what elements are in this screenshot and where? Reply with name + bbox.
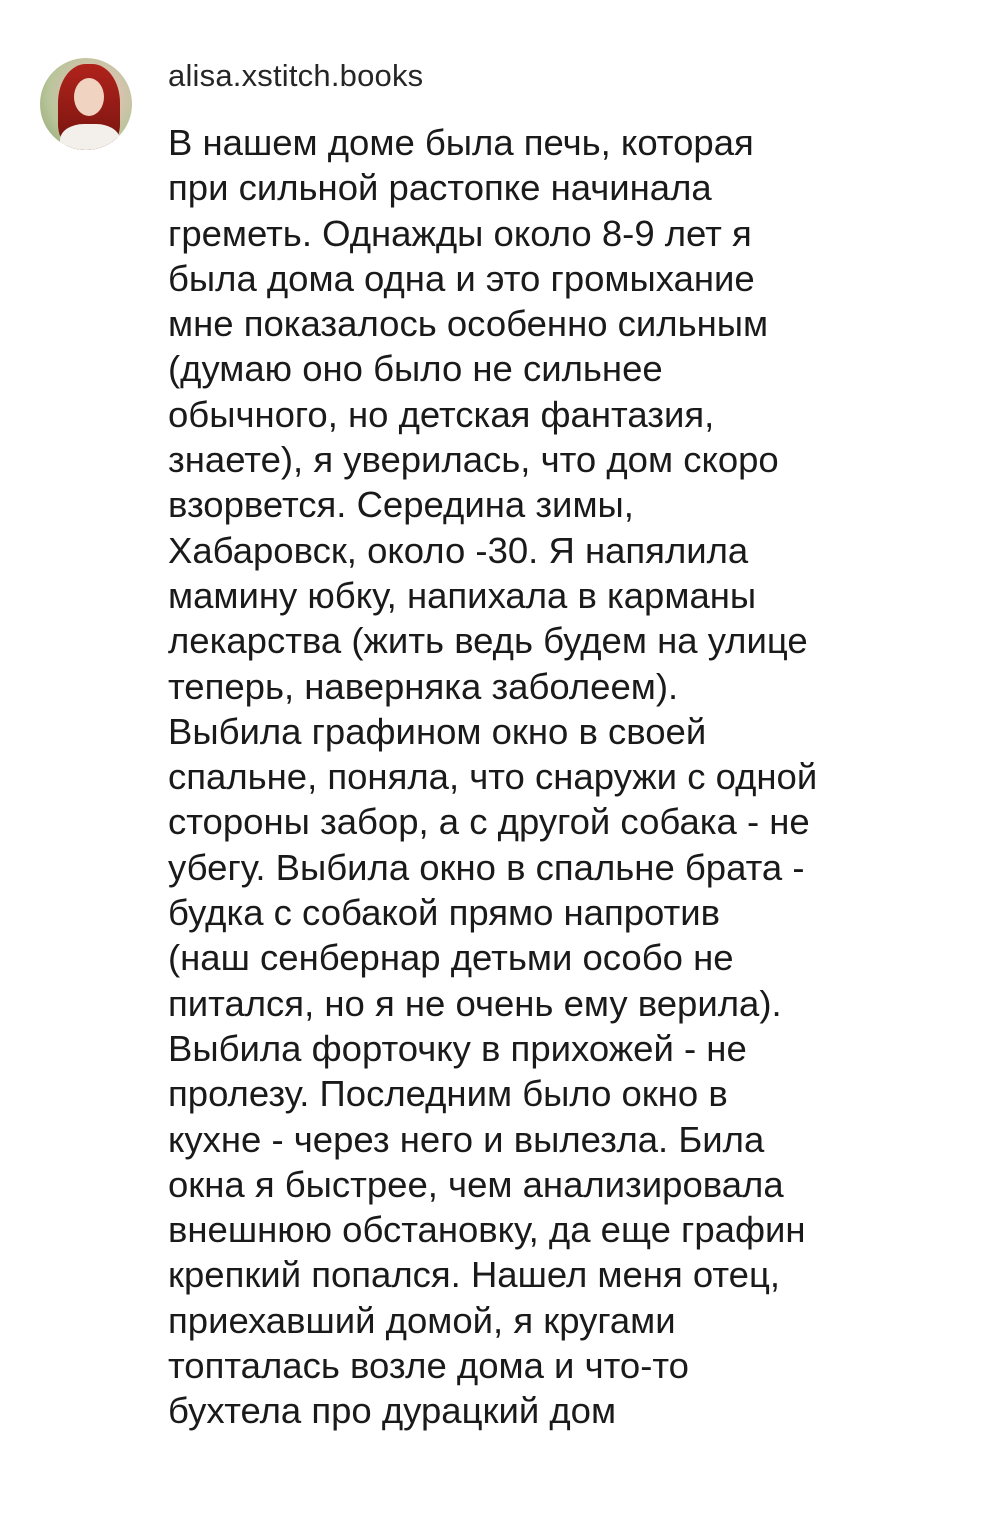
comment-line: обычного, но детская фантазия, <box>168 393 715 435</box>
avatar-shirt <box>60 124 120 150</box>
comment <box>40 52 960 1434</box>
comment-line: спальне, поняла, что снаружи с одной <box>168 756 818 798</box>
comment-line: приехавший домой, я кругами <box>168 1299 676 1341</box>
avatar-face <box>74 78 104 116</box>
comment-line: будка с собакой прямо напротив <box>168 892 721 934</box>
comment-line: мамину юбку, напихала в карманы <box>168 574 757 616</box>
comment-line: лекарства (жить ведь будем на улице <box>168 620 808 662</box>
comment-line: бухтела про дурацкий дом <box>168 1390 617 1432</box>
comment-line: взорвется. Середина зимы, <box>168 484 634 526</box>
comment-line: кухне - через него и вылезла. Била <box>168 1118 765 1160</box>
comment-line: питался, но я не очень ему верила). <box>168 982 782 1024</box>
comment-text <box>168 120 888 1434</box>
comment-line: Выбила графином окно в своей <box>168 710 707 752</box>
avatar[interactable] <box>40 58 132 150</box>
comment-line: была дома одна и это громыхание <box>168 257 755 299</box>
comment-line: В нашем доме была печь, которая <box>168 122 754 163</box>
username[interactable]: alisa.xstitch.books <box>168 58 424 93</box>
comment-line: стороны забор, а с другой собака - не <box>168 801 810 843</box>
comment-line: при сильной растопке начинала <box>168 167 712 209</box>
comment-line: мне показалось особенно сильным <box>168 303 769 345</box>
comment-line: пролезу. Последним было окно в <box>168 1073 728 1115</box>
comment-line: крепкий попался. Нашел меня отец, <box>168 1254 781 1296</box>
comment-line: греметь. Однажды около 8-9 лет я <box>168 212 752 254</box>
comment-line: убегу. Выбила окно в спальне брата - <box>168 846 805 888</box>
comment-line: теперь, наверняка заболеем). <box>168 665 679 707</box>
comment-content <box>168 52 960 1434</box>
comment-line: Хабаровск, около -30. Я напялила <box>168 529 749 571</box>
comment-line: Выбила форточку в прихожей - не <box>168 1027 747 1069</box>
comment-line: (думаю оно было не сильнее <box>168 348 663 390</box>
comment-line: (наш сенбернар детьми особо не <box>168 937 734 979</box>
comment-line: окна я быстрее, чем анализировала <box>168 1163 784 1205</box>
comment-line: топталась возле дома и что-то <box>168 1345 689 1387</box>
comment-line: знаете), я уверилась, что дом скоро <box>168 439 779 481</box>
comment-line: внешнюю обстановку, да еще графин <box>168 1209 806 1251</box>
